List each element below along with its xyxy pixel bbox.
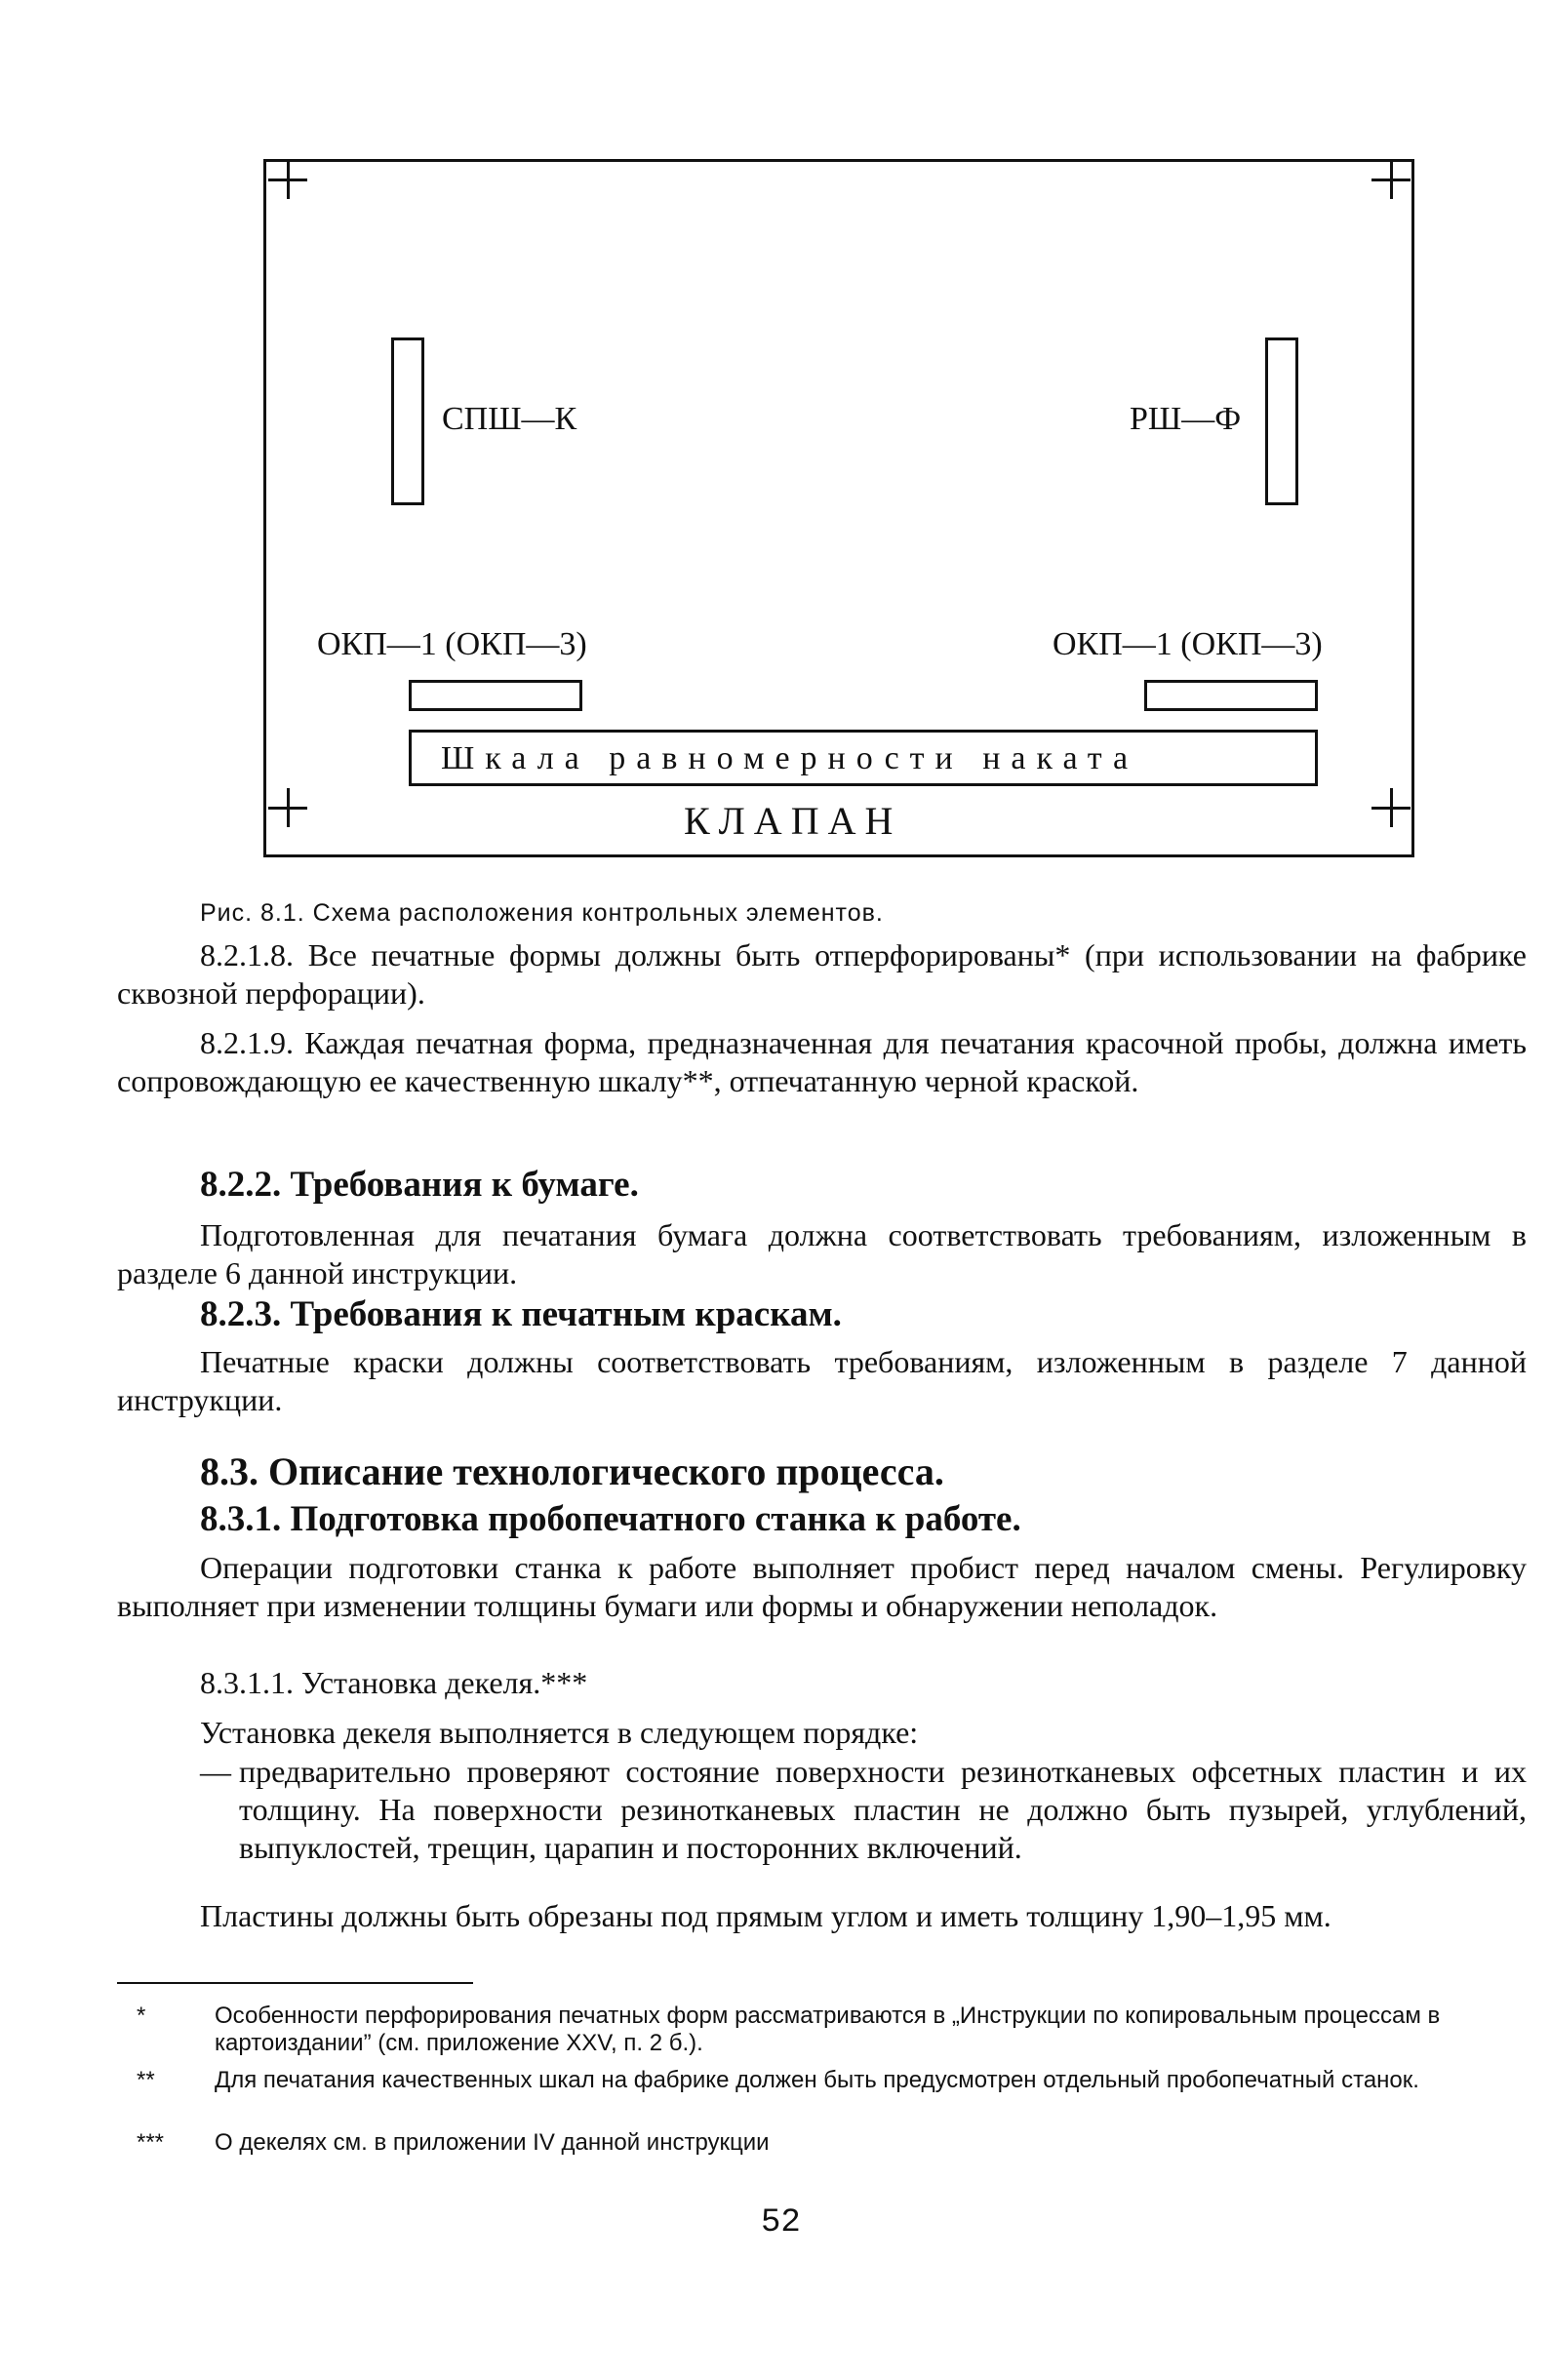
ink-uniformity-scale [409,730,1318,786]
footnote-divider [117,1982,473,1984]
footnote-1-mark: * [137,2003,146,2029]
footnote-3-text: О декелях см. в приложении IV данной инструкции [215,2129,770,2156]
left-scale-label: СПШ—К [442,401,577,437]
heading-8-3: 8.3. Описание технологического процесса. [200,1449,944,1493]
footnote-2-mark: ** [137,2067,155,2093]
right-scale-label: РШ—Ф [1130,401,1242,437]
figure-caption: Рис. 8.1. Схема расположения контрольных элементов. [200,899,884,927]
control-elements-diagram [263,159,1414,857]
left-vertical-scale [391,337,424,505]
valve-label: КЛАПАН [684,799,902,843]
okp-left-label: ОКП—1 (ОКП—3) [317,626,587,662]
okp-left-strip [409,680,582,711]
footnote-1-text: Особенности перфорирования печатных форм рассматриваются в „Инструкции по копировальным процессам в картоиздании” (см. приложение XXV, п. 2 б.). [215,2003,1441,2056]
right-vertical-scale [1265,337,1298,505]
register-cross-bottom-right [1371,788,1411,827]
heading-8-3-1: 8.3.1. Подготовка пробопечатного станка к работе. [200,1499,1021,1539]
okp-right-label: ОКП—1 (ОКП—3) [1053,626,1323,662]
paragraph-8-3-1: Операции подготовки станка к работе выполняет пробист перед началом смены. Регулировку выполняет при изменении толщины бумаги или формы и обнаружении неполадок. [117,1550,1527,1623]
footnote-1 [117,2003,1527,2057]
footnote-2 [117,2067,1527,2094]
paragraph-8-2-1-8: 8.2.1.8. Все печатные формы должны быть отперфорированы* (при использовании на фабрике сквозной перфорации). [117,937,1527,1011]
heading-8-2-2: 8.2.2. Требования к бумаге. [200,1165,639,1205]
footnote-3 [117,2129,1527,2157]
paragraph-8-2-1-9: 8.2.1.9. Каждая печатная форма, предназначенная для печатания красочной пробы, должна иметь сопровождающую ее качественную шкалу**, отпечатанную черной краской. [117,1025,1527,1098]
heading-8-2-3: 8.2.3. Требования к печатным краскам. [200,1294,842,1334]
paragraph-plates: Пластины должны быть обрезаны под прямым углом и иметь толщину 1,90–1,95 мм. [200,1898,1331,1933]
okp-right-strip [1144,680,1318,711]
page-number: 52 [761,2204,801,2241]
paragraph-8-2-2: Подготовленная для печатания бумага должна соответствовать требованиям, изложенным в разделе 6 данной инструкции. [117,1217,1527,1290]
register-cross-top-right [1371,160,1411,199]
heading-8-3-1-1: 8.3.1.1. Установка декеля.*** [200,1665,588,1700]
list-item: — предварительно проверяют состояние поверхности резинотканевых офсетных пластин и их толщину. На поверхности резинотканевых пластин не должно быть пузырей, углублений, выпуклостей, трещин, царапин и посторонних включений. [200,1754,1527,1865]
list-item-text: предварительно проверяют состояние поверхности резинотканевых офсетных пластин и их толщину. На поверхности резинотканевых пластин не должно быть пузырей, углублений, выпуклостей, трещин, царапин и посторонних включений. [239,1754,1527,1865]
register-cross-top-left [268,160,307,199]
footnote-3-mark: *** [137,2129,165,2156]
ink-uniformity-scale-label: Шкала равномерности наката [441,740,1139,776]
register-cross-bottom-left [268,788,307,827]
paragraph-8-2-3: Печатные краски должны соответствовать требованиям, изложенным в разделе 7 данной инструкции. [117,1344,1527,1417]
footnote-2-text: Для печатания качественных шкал на фабрике должен быть предусмотрен отдельный пробопечатный станок. [215,2067,1419,2093]
paragraph-order: Установка декеля выполняется в следующем порядке: [200,1715,919,1750]
